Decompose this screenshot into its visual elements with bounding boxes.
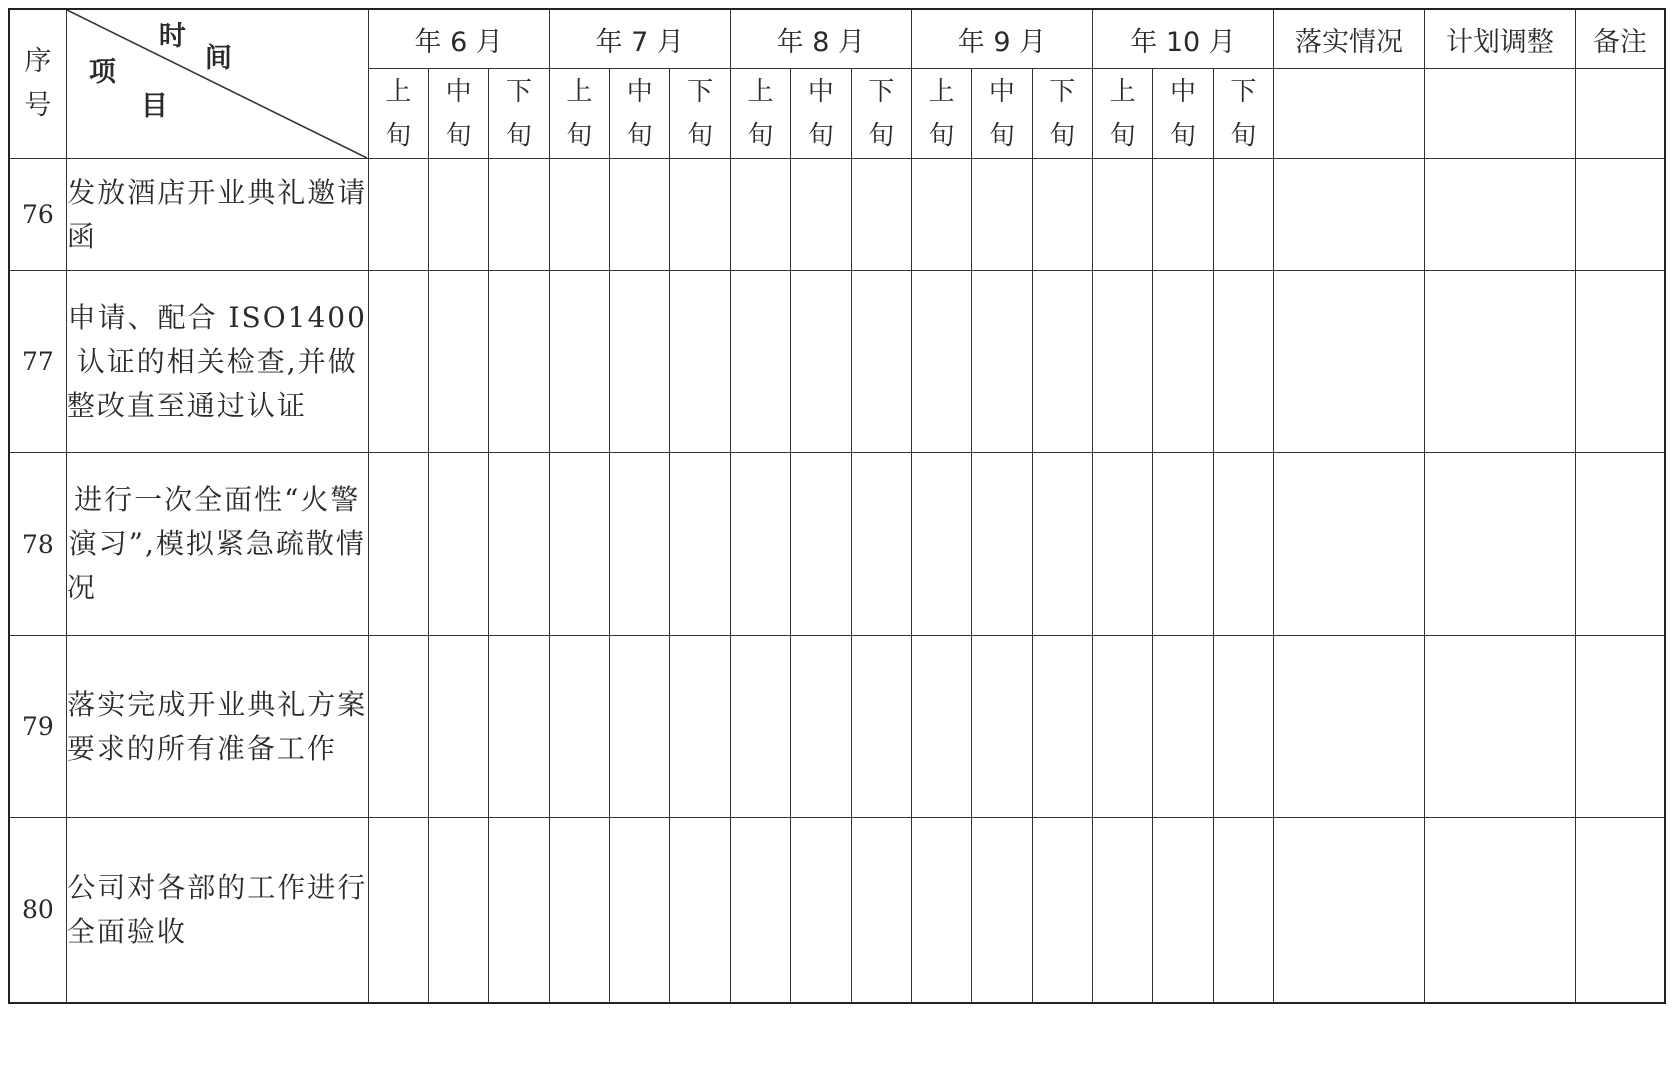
diagonal-header [66,9,368,159]
xun-cell: 下旬 [851,69,911,159]
xun-cell: 上旬 [368,69,428,159]
schedule-table [8,8,1666,1004]
notes-header: 备注 [1575,9,1665,69]
diag-item-2: 目 [140,91,168,122]
row-seq: 79 [9,636,66,818]
notes-cell [1575,69,1665,159]
seq-header-label: 序号 [24,46,52,121]
row-seq: 76 [9,159,66,271]
xun-cell: 下旬 [670,69,730,159]
table-row [9,271,1665,453]
xun-cell: 上旬 [549,69,609,159]
adjust-header: 计划调整 [1424,9,1575,69]
xun-cell: 中旬 [972,69,1032,159]
xun-cell: 中旬 [791,69,851,159]
diag-time-1: 时 [158,21,186,52]
table-row [9,818,1665,1003]
xun-cell: 下旬 [489,69,549,159]
row-seq: 77 [9,271,66,453]
xun-cell: 中旬 [429,69,489,159]
month-header-7: 年 7 月 [549,9,730,69]
month-header-8: 年 8 月 [730,9,911,69]
row-item: 申请、配合 ISO1400认证的相关检查,并做整改直至通过认证 [66,271,368,453]
diag-item-1: 项 [88,57,116,88]
month-header-6: 年 6 月 [368,9,549,69]
xun-cell: 中旬 [610,69,670,159]
xun-cell: 上旬 [1092,69,1152,159]
xun-cell: 下旬 [1213,69,1273,159]
seq-header [9,9,66,159]
month-header-10: 年 10 月 [1092,9,1273,69]
table-row [9,159,1665,271]
row-item: 公司对各部的工作进行全面验收 [66,818,368,1003]
row-seq: 78 [9,453,66,636]
month-header-9: 年 9 月 [911,9,1092,69]
status-cell [1274,69,1425,159]
status-header: 落实情况 [1274,9,1425,69]
table-row [9,636,1665,818]
xun-cell: 下旬 [1032,69,1092,159]
xun-cell: 上旬 [730,69,790,159]
xun-cell: 上旬 [911,69,971,159]
adjust-cell [1424,69,1575,159]
row-item: 发放酒店开业典礼邀请函 [66,159,368,271]
row-item: 进行一次全面性“火警演习”,模拟紧急疏散情况 [66,453,368,636]
row-seq: 80 [9,818,66,1003]
diag-time-2: 间 [204,43,232,74]
row-item: 落实完成开业典礼方案要求的所有准备工作 [66,636,368,818]
table-row [9,453,1665,636]
xun-cell: 中旬 [1153,69,1213,159]
